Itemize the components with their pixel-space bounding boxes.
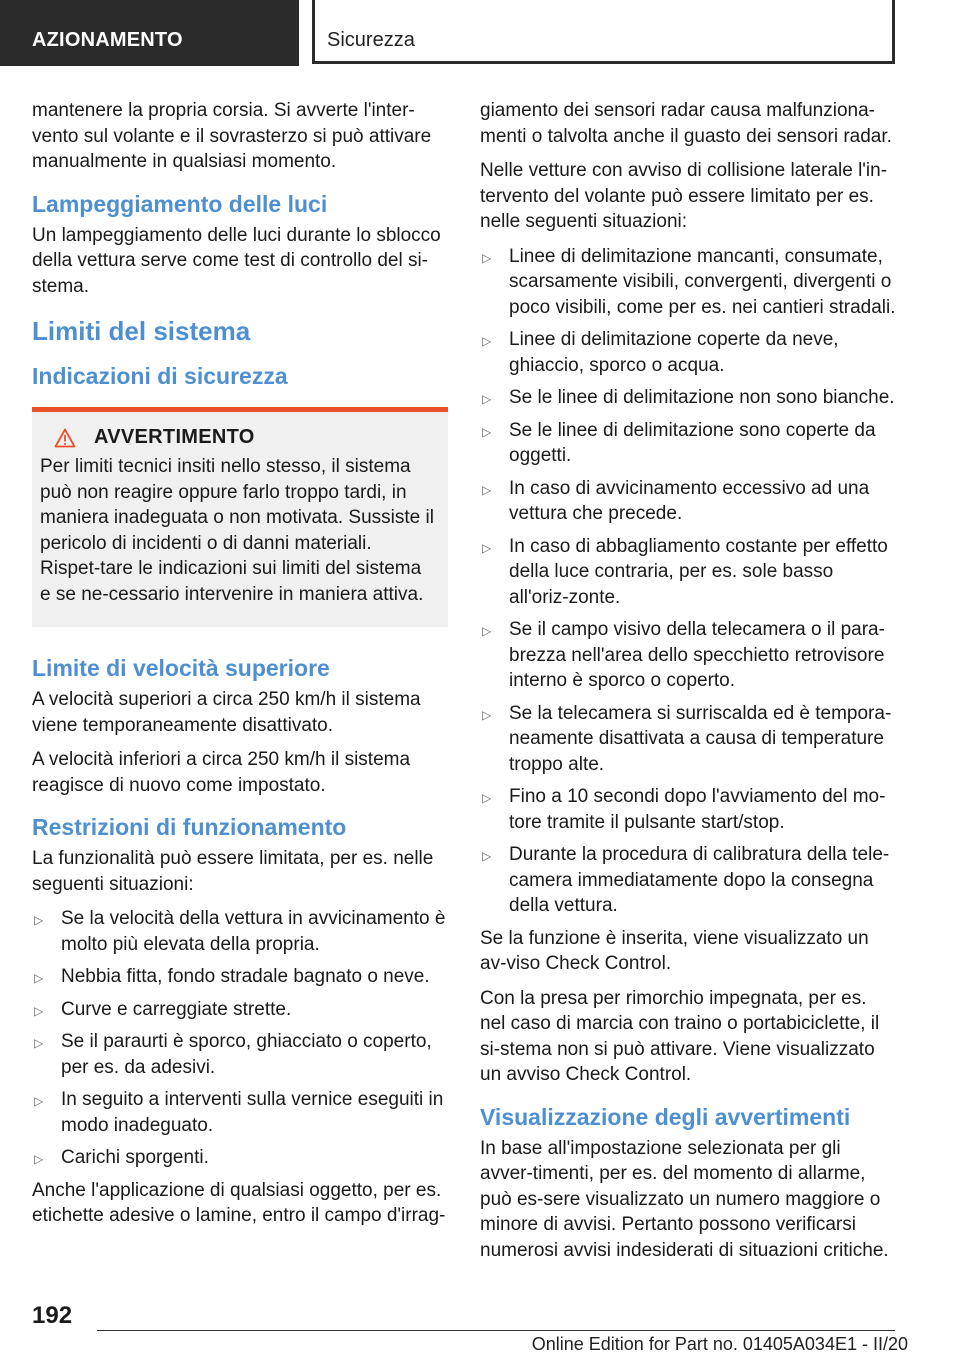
left-column (32, 98, 448, 1238)
warning-box (32, 407, 448, 627)
triangle-bullet-icon: ▷ (482, 334, 492, 348)
heading-restrizioni: Restrizioni di funzionamento (32, 814, 347, 840)
paragraph: Se la funzione è inserita, viene visualizzato un av-viso Check Control. (480, 927, 869, 974)
paragraph: giamento dei sensori radar causa malfunziona-menti o talvolta anche il guasto dei sensori radar. (480, 100, 892, 147)
paragraph: Un lampeggiamento delle luci durante lo sblocco della vettura serve come test di controllo del si-stema. (32, 224, 441, 297)
list-item: ▷ Se le linee di delimitazione sono coperte da oggetti. (482, 419, 876, 466)
heading-lampeggiamento: Lampeggiamento delle luci (32, 190, 328, 217)
triangle-bullet-icon: ▷ (482, 707, 492, 722)
bullet-list (480, 244, 896, 919)
warning-title (54, 426, 434, 449)
heading-visualizzazione: Visualizzazione degli avvertimenti (480, 1103, 851, 1130)
triangle-bullet-icon: ▷ (34, 913, 44, 927)
triangle-bullet-icon: ▷ (482, 424, 492, 439)
heading-limite-velocita: Limite di velocità superiore (32, 655, 330, 681)
list-item: ▷ Nebbia fitta, fondo stradale bagnato o neve. (32, 964, 448, 990)
edition-note: Online Edition for Part no. 01405A034E1 - II/20 (531, 1334, 908, 1354)
triangle-bullet-icon: ▷ (482, 250, 492, 265)
section-tab: AZIONAMENTO (0, 0, 299, 66)
triangle-bullet-icon: ▷ (482, 624, 492, 638)
list-item: ▷ Se le linee di delimitazione non sono bianche. (480, 385, 896, 411)
triangle-bullet-icon: ▷ (482, 482, 492, 497)
list-item: ▷ In caso di abbagliamento costante per effetto della luce contraria, per es. sole basso all'oriz-zonte. (482, 535, 888, 608)
list-item: ▷ In caso di avvicinamento eccessivo ad una vettura che precede. (482, 477, 870, 524)
page-number: 192 (32, 1302, 73, 1329)
footer-divider (97, 1330, 895, 1331)
list-item: ▷ Carichi sporgenti. (32, 1145, 448, 1171)
triangle-bullet-icon: ▷ (482, 540, 492, 555)
paragraph: Nelle vetture con avviso di collisione laterale l'in-tervento del volante può essere limitato per es. nelle seguenti situazioni: (480, 160, 888, 232)
triangle-bullet-icon: ▷ (482, 392, 492, 406)
triangle-bullet-icon: ▷ (482, 791, 492, 805)
paragraph: Con la presa per rimorchio impegnata, per es. nel caso di marcia con traino o portabiciclette, il si-stema non si può attivare. Viene visualizzato un avviso Check Control. (480, 987, 880, 1085)
list-item: ▷ Fino a 10 secondi dopo l'avviamento del mo-tore tramite il pulsante start/stop. (482, 786, 886, 833)
list-item: ▷ Se il campo visivo della telecamera o il para-brezza nell'area dello specchietto retrovisore interno è sporco o coperto. (482, 619, 885, 691)
triangle-bullet-icon: ▷ (34, 971, 44, 985)
warning-label: AVVERTIMENTO (94, 426, 255, 448)
warning-text: Per limiti tecnici insiti nello stesso, il sistema può non reagire oppure farlo troppo tardi, in maniera inadeguata o non motivata. Sussiste il pericolo di incidenti o di danni materiali. Rispet-tare le indicazioni sui limiti del sistema e se ne-cessario intervenire in maniera attiva. (40, 456, 434, 605)
heading-indicazioni-sicurezza: Indicazioni di sicurezza (32, 363, 288, 389)
paragraph: Anche l'applicazione di qualsiasi oggetto, per es. etichette adesive o lamine, entro il campo d'irrag- (32, 1179, 446, 1226)
triangle-bullet-icon: ▷ (482, 849, 492, 863)
paragraph: La funzionalità può essere limitata, per es. nelle seguenti situazioni: (32, 848, 434, 895)
list-item: ▷ Linee di delimitazione coperte da neve, ghiaccio, sporco o acqua. (482, 329, 839, 376)
paragraph: A velocità inferiori a circa 250 km/h il sistema reagisce di nuovo come impostato. (32, 749, 411, 796)
paragraph: mantenere la propria corsia. Si avverte l'inter-vento sul volante e il sovrasterzo si può attivare manualmente in qualsiasi momento. (32, 100, 432, 172)
list-item: ▷ Se il paraurti è sporco, ghiacciato o coperto, per es. da adesivi. (34, 1031, 432, 1078)
list-item: ▷ Curve e carreggiate strette. (32, 997, 448, 1023)
list-item: ▷ In seguito a interventi sulla vernice eseguiti in modo inadeguato. (34, 1089, 444, 1136)
triangle-bullet-icon: ▷ (34, 1036, 44, 1050)
list-item: ▷ Se la velocità della vettura in avvicinamento è molto più elevata della propria. (34, 908, 446, 955)
triangle-bullet-icon: ▷ (34, 1152, 44, 1166)
list-item: ▷ Se la telecamera si surriscalda ed è tempora-neamente disattivata a causa di temperature troppo alte. (482, 702, 892, 775)
list-item: ▷ Durante la procedura di calibratura della tele-camera immediatamente dopo la consegna della vettura. (482, 844, 890, 916)
right-column (480, 98, 896, 1272)
paragraph: A velocità superiori a circa 250 km/h il sistema viene temporaneamente disattivato. (32, 689, 421, 736)
chapter-title: Sicurezza (312, 0, 895, 64)
paragraph: In base all'impostazione selezionata per gli avver-timenti, per es. del momento di allarme, può es-sere visualizzato un numero maggiore o minore di avvisi. Pertanto possono verificarsi numerosi avvisi indesiderati di situazioni critiche. (480, 1137, 889, 1261)
bullet-list (32, 906, 448, 1171)
triangle-bullet-icon: ▷ (34, 1094, 44, 1108)
page-header (0, 0, 960, 66)
warning-triangle-icon (54, 428, 76, 448)
list-item: ▷ Linee di delimitazione mancanti, consumate, scarsamente visibili, convergenti, divergenti o poco visibili, come per es. nei cantieri stradali. (482, 245, 896, 318)
heading-limiti-sistema: Limiti del sistema (32, 316, 251, 346)
triangle-bullet-icon: ▷ (34, 1003, 44, 1018)
